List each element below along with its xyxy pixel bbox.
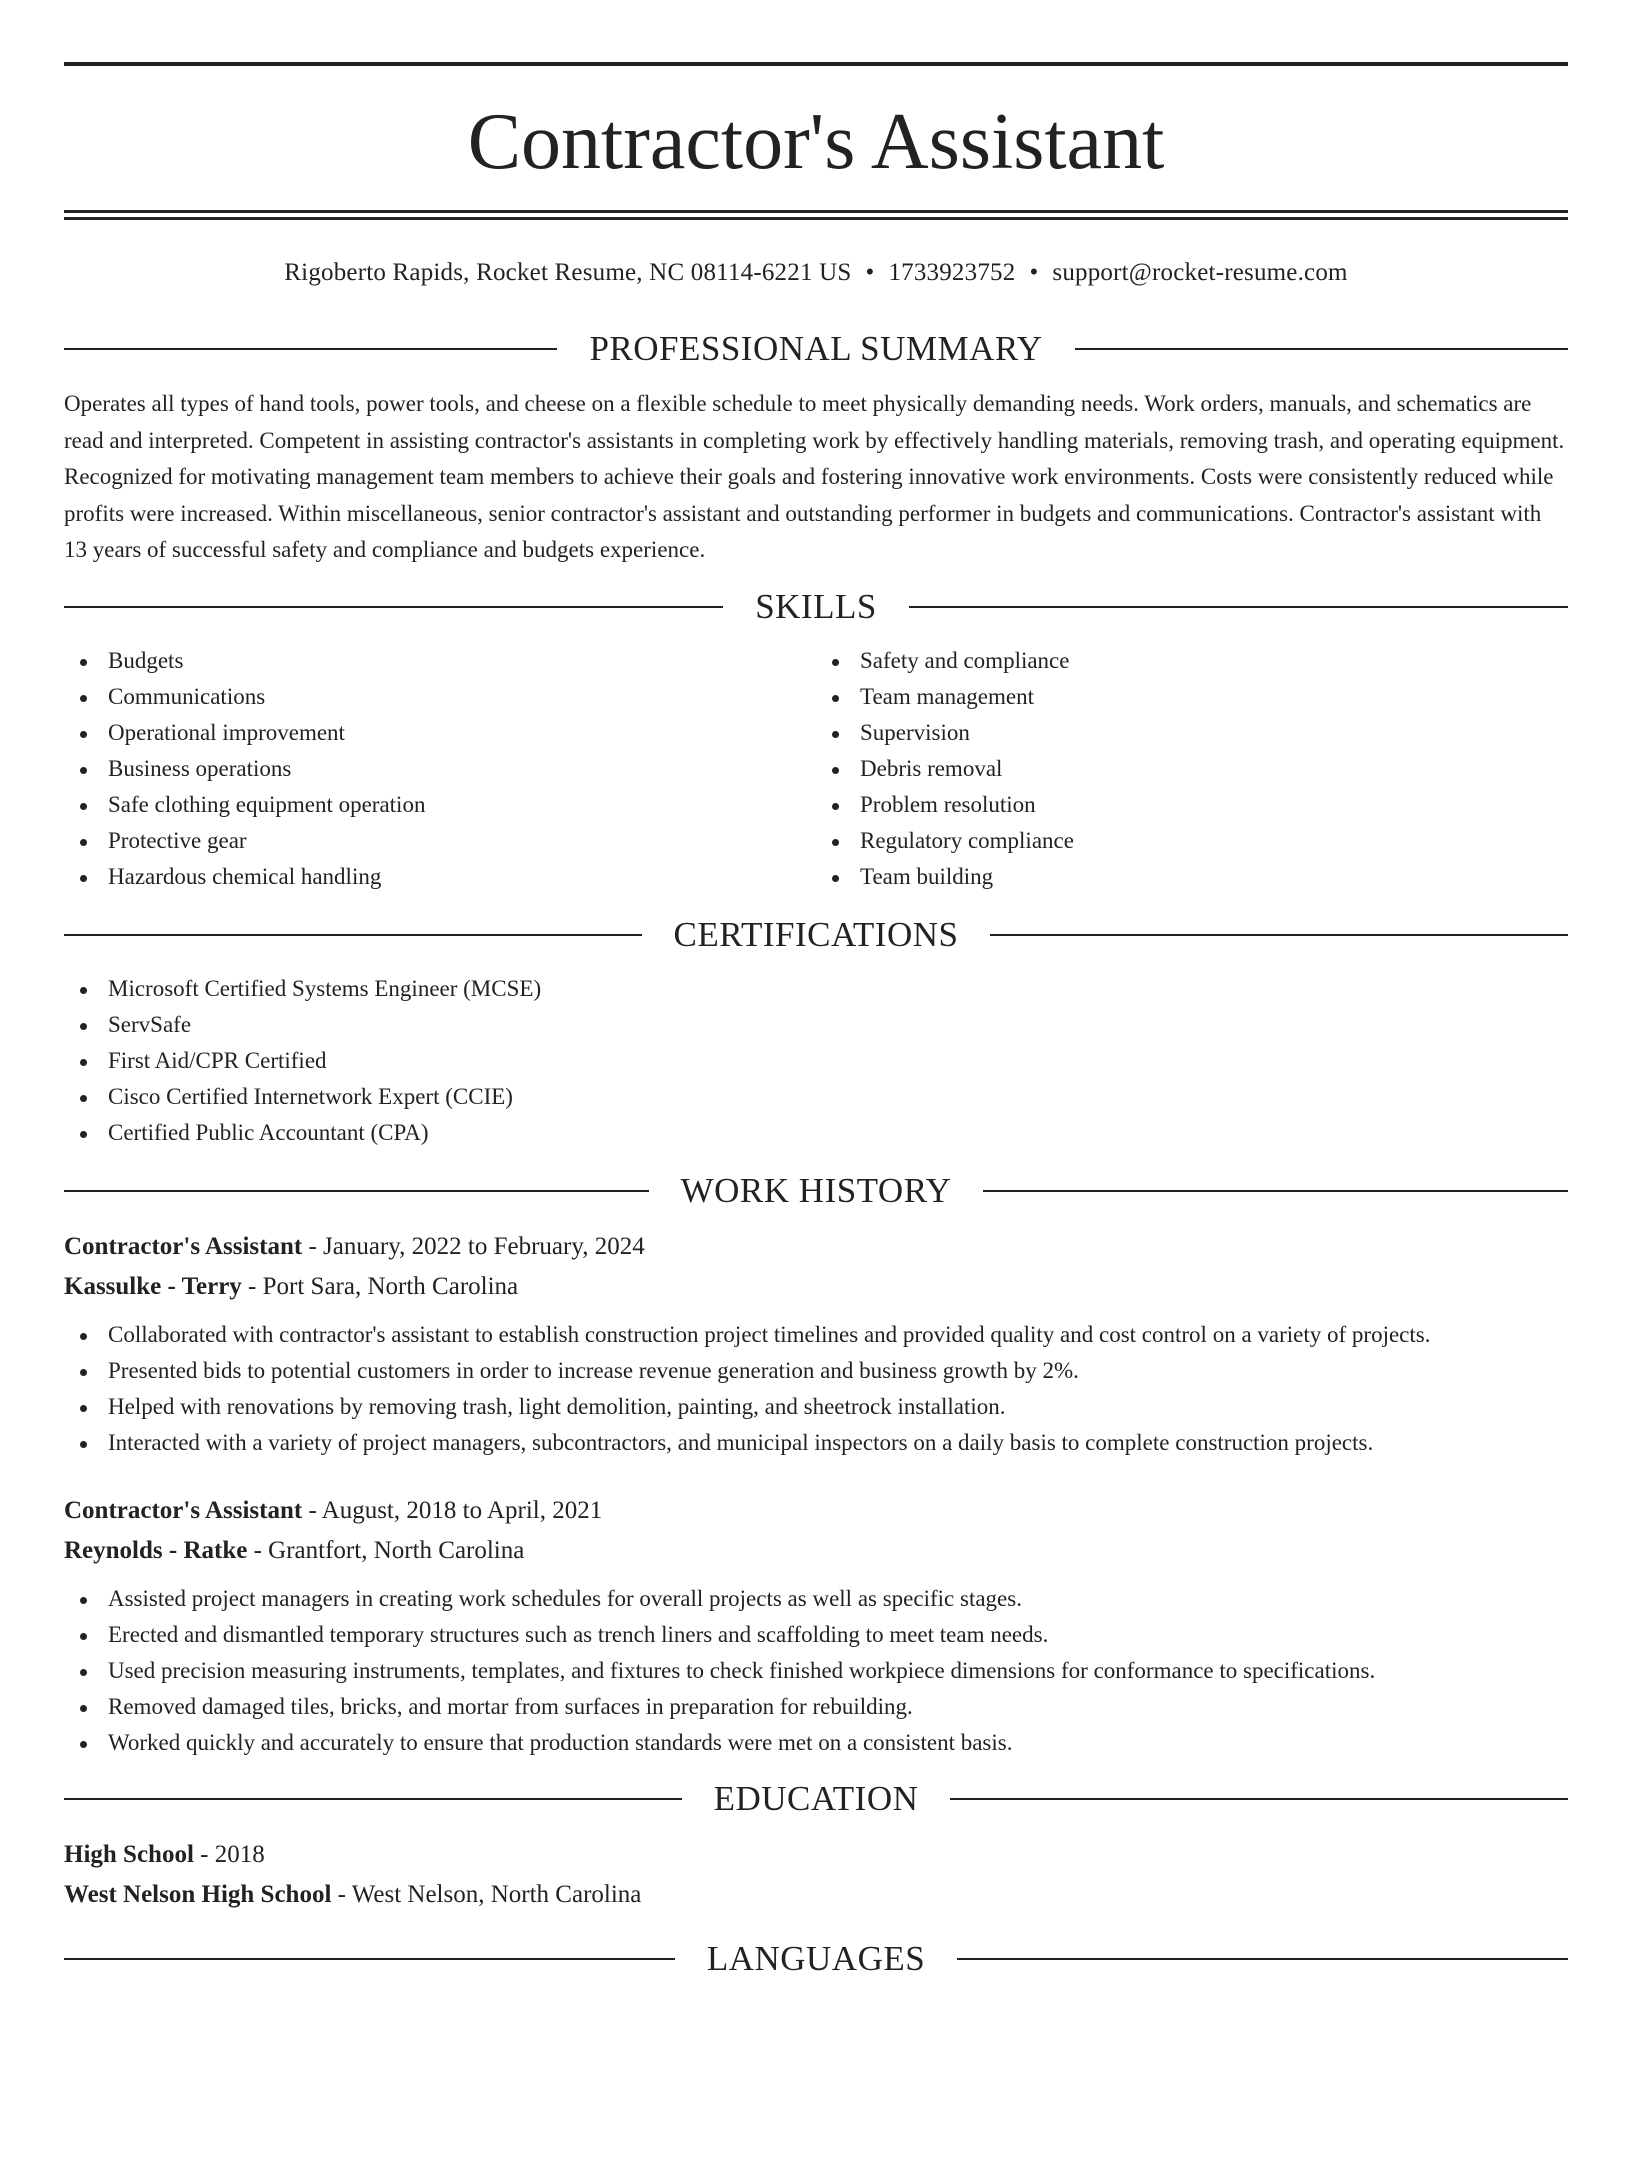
job-entry — [64, 1491, 1568, 1761]
languages-heading: LANGUAGES — [706, 1938, 926, 1978]
skills-heading: SKILLS — [755, 586, 877, 626]
section-heading-skills — [64, 583, 1568, 631]
job-company: Kassulke - Terry — [64, 1272, 242, 1300]
heading-rule — [64, 1190, 649, 1192]
heading-rule — [990, 934, 1568, 936]
heading-rule — [64, 934, 642, 936]
job-bullet: Presented bids to potential customers in order to increase revenue generation and business growth by 2%. — [64, 1353, 1568, 1389]
job-dates: August, 2018 to April, 2021 — [321, 1496, 603, 1524]
heading-rule — [909, 606, 1568, 608]
job-title: Contractor's Assistant — [64, 1232, 303, 1260]
double-rule — [64, 210, 1568, 220]
section-heading-education — [64, 1775, 1568, 1823]
contact-phone: 1733923752 — [888, 259, 1016, 286]
dash: - — [302, 1496, 322, 1524]
skill-item: Team building — [816, 859, 1568, 895]
job-title-line — [64, 1227, 1568, 1267]
education-degree-line — [64, 1835, 1568, 1875]
dash: - — [193, 1840, 215, 1868]
heading-rule — [64, 348, 557, 350]
heading-rule — [950, 1798, 1568, 1800]
heading-rule — [1075, 348, 1568, 350]
certifications-list — [64, 971, 1568, 1151]
job-bullet: Removed damaged tiles, bricks, and mortar from surfaces in preparation for rebuilding. — [64, 1689, 1568, 1725]
heading-rule — [957, 1958, 1568, 1960]
dash: - — [241, 1272, 263, 1300]
section-heading-summary — [64, 325, 1568, 373]
skills-grid — [64, 643, 1568, 895]
top-rule — [64, 62, 1568, 66]
dash: - — [302, 1232, 324, 1260]
job-bullets — [64, 1317, 1568, 1461]
job-location: Grantfort, North Carolina — [268, 1536, 525, 1564]
skill-item: Budgets — [64, 643, 816, 679]
education-heading: EDUCATION — [713, 1778, 919, 1818]
work-history-heading: WORK HISTORY — [680, 1170, 952, 1210]
contact-line — [64, 256, 1568, 290]
job-bullets — [64, 1581, 1568, 1761]
contact-separator: • — [865, 259, 875, 286]
skill-item: Regulatory compliance — [816, 823, 1568, 859]
contact-address: Rigoberto Rapids, Rocket Resume, NC 08114-6221 US — [284, 259, 852, 286]
job-location: Port Sara, North Carolina — [262, 1272, 519, 1300]
skill-item: Supervision — [816, 715, 1568, 751]
education-location: West Nelson, North Carolina — [351, 1880, 642, 1908]
job-bullet: Assisted project managers in creating work schedules for overall projects as well as specific stages. — [64, 1581, 1568, 1617]
education-school: West Nelson High School — [64, 1880, 332, 1908]
job-bullet: Interacted with a variety of project managers, subcontractors, and municipal inspectors on a daily basis to complete construction projects. — [64, 1425, 1568, 1461]
job-bullet: Used precision measuring instruments, templates, and fixtures to check finished workpiece dimensions for conformance to specifications. — [64, 1653, 1568, 1689]
skill-item: Business operations — [64, 751, 816, 787]
section-heading-languages — [64, 1935, 1568, 1983]
certification-item: First Aid/CPR Certified — [64, 1043, 1568, 1079]
skills-list-right — [816, 643, 1568, 895]
skill-item: Protective gear — [64, 823, 816, 859]
skill-item: Hazardous chemical handling — [64, 859, 816, 895]
certification-item: Certified Public Accountant (CPA) — [64, 1115, 1568, 1151]
section-heading-certifications — [64, 911, 1568, 959]
contact-email: support@rocket-resume.com — [1052, 259, 1348, 286]
job-company: Reynolds - Ratke — [64, 1536, 248, 1564]
certification-item: Cisco Certified Internetwork Expert (CCIE) — [64, 1079, 1568, 1115]
skill-item: Debris removal — [816, 751, 1568, 787]
skill-item: Problem resolution — [816, 787, 1568, 823]
contact-separator: • — [1029, 259, 1039, 286]
skill-item: Communications — [64, 679, 816, 715]
skill-item: Safe clothing equipment operation — [64, 787, 816, 823]
summary-heading: PROFESSIONAL SUMMARY — [589, 329, 1043, 368]
job-title: Contractor's Assistant — [64, 1496, 303, 1524]
dash: - — [331, 1880, 352, 1908]
heading-rule — [64, 606, 723, 608]
skill-item: Team management — [816, 679, 1568, 715]
job-bullet: Helped with renovations by removing trash, light demolition, painting, and sheetrock installation. — [64, 1389, 1568, 1425]
section-heading-work-history — [64, 1167, 1568, 1215]
job-bullet: Erected and dismantled temporary structures such as trench liners and scaffolding to meet team needs. — [64, 1617, 1568, 1653]
job-bullet: Collaborated with contractor's assistant to establish construction project timelines and provided quality and cost control on a variety of projects. — [64, 1317, 1568, 1353]
education-degree: High School — [64, 1840, 194, 1868]
job-entry — [64, 1227, 1568, 1461]
heading-rule — [64, 1798, 682, 1800]
job-title-line — [64, 1491, 1568, 1531]
resume-page — [0, 62, 1632, 2174]
education-year: 2018 — [214, 1840, 265, 1868]
heading-rule — [983, 1190, 1568, 1192]
job-company-line — [64, 1531, 1568, 1571]
skill-item: Safety and compliance — [816, 643, 1568, 679]
skill-item: Operational improvement — [64, 715, 816, 751]
certification-item: ServSafe — [64, 1007, 1568, 1043]
heading-rule — [64, 1958, 675, 1960]
education-school-line — [64, 1875, 1568, 1915]
education-entry — [64, 1835, 1568, 1915]
job-company-line — [64, 1267, 1568, 1307]
job-bullet: Worked quickly and accurately to ensure that production standards were met on a consistent basis. — [64, 1725, 1568, 1761]
skills-list-left — [64, 643, 816, 895]
certifications-heading: CERTIFICATIONS — [673, 914, 959, 954]
resume-title: Contractor's Assistant — [467, 98, 1165, 186]
certification-item: Microsoft Certified Systems Engineer (MCSE) — [64, 971, 1568, 1007]
job-dates: January, 2022 to February, 2024 — [323, 1232, 645, 1260]
summary-text: Operates all types of hand tools, power tools, and cheese on a flexible schedule to meet physically demanding needs. Work orders, manuals, and schematics are read and interpreted. Competent in assisting contractor's assistants in completing work by effectively handling materials, removing trash, and operating equipment. Recognized for motivating management team members to achieve their goals and fostering innovative work environments. Costs were consistently reduced while profits were increased. Within miscellaneous, senior contractor's assistant and outstanding performer in budgets and communications. Contractor's assistant with 13 years of successful safety and compliance and budgets experience. — [64, 391, 1565, 562]
dash: - — [247, 1536, 269, 1564]
